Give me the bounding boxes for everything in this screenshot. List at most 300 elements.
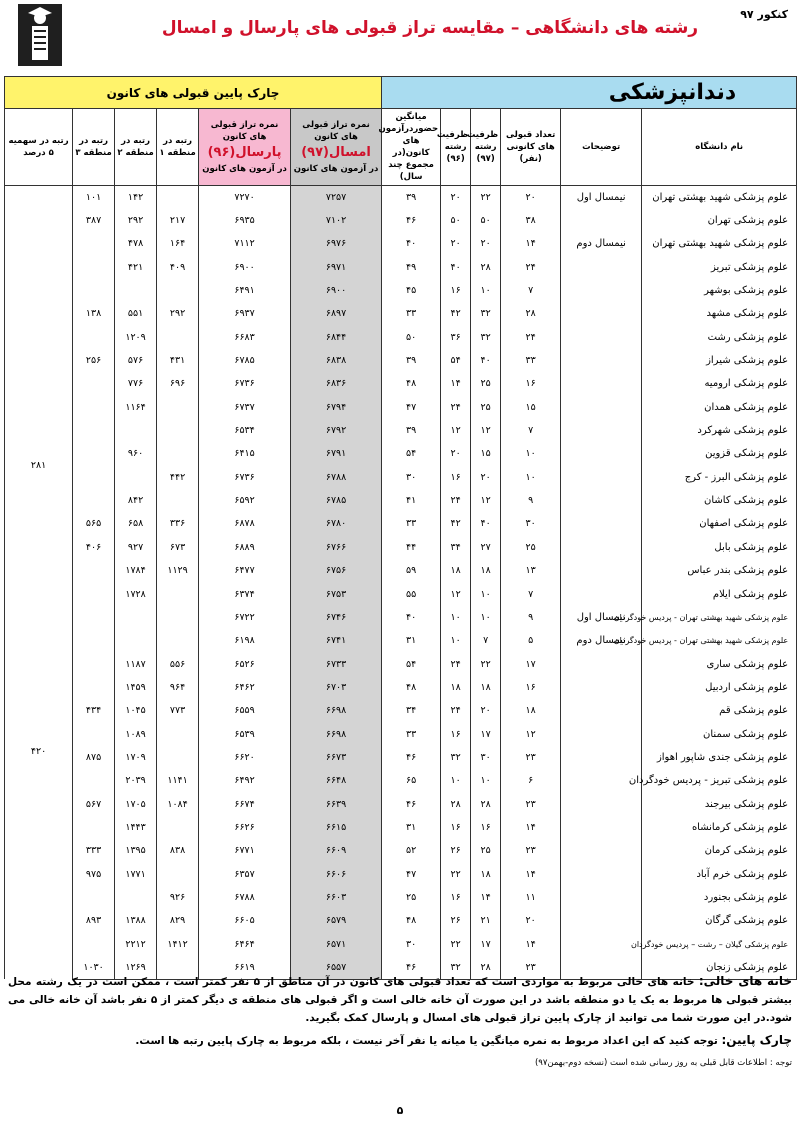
- cell-emsal: ۶۵۷۱: [291, 933, 382, 956]
- cell-parsal: ۷۱۱۲: [199, 232, 291, 255]
- cell-note: [561, 372, 642, 395]
- cell-r1: [157, 419, 199, 442]
- cell-r1: ۱۴۱۲: [157, 933, 199, 956]
- cell-cap96: ۲۴: [441, 489, 471, 512]
- cell-r1: [157, 606, 199, 629]
- cell-count: ۱۱: [501, 886, 561, 909]
- table-row: [5, 746, 797, 769]
- table-row: [5, 559, 797, 582]
- cell-note: [561, 512, 642, 535]
- cell-cap96: ۲۴: [441, 396, 471, 419]
- cell-parsal: ۶۷۳۶: [199, 372, 291, 395]
- cell-note: [561, 746, 642, 769]
- cell-note: [561, 349, 642, 372]
- cell-avg: ۳۰: [382, 466, 441, 489]
- cell-r1: ۷۷۳: [157, 699, 199, 722]
- cell-cap96: ۱۸: [441, 559, 471, 582]
- cell-r3: ۲۵۶: [73, 349, 115, 372]
- table-row: [5, 792, 797, 815]
- cell-count: ۳۰: [501, 512, 561, 535]
- table-row: [5, 442, 797, 465]
- cell-r3: ۱۰۳۰: [73, 956, 115, 979]
- cell-avg: ۴۵: [382, 279, 441, 302]
- cell-r3: [73, 606, 115, 629]
- cell-count: ۱۰: [501, 466, 561, 489]
- cell-cap97: ۲۵: [471, 396, 501, 419]
- cell-r3: ۳۸۷: [73, 209, 115, 232]
- cell-r3: [73, 419, 115, 442]
- cell-note: [561, 933, 642, 956]
- cell-cap96: ۲۴: [441, 699, 471, 722]
- cell-cap97: ۲۲: [471, 186, 501, 209]
- cell-r1: [157, 442, 199, 465]
- cell-count: ۵: [501, 629, 561, 652]
- cell-parsal: ۶۵۳۴: [199, 419, 291, 442]
- cell-note: [561, 909, 642, 932]
- cell-cap97: ۲۸: [471, 792, 501, 815]
- cell-r1: [157, 186, 199, 209]
- cell-avg: ۳۰: [382, 933, 441, 956]
- col-avg: میانگین حضوردرآزمون های کانون(در مجموع چند سال): [382, 109, 441, 186]
- cell-parsal: ۷۲۷۰: [199, 186, 291, 209]
- cell-note: [561, 256, 642, 279]
- cell-r3: ۸۹۳: [73, 909, 115, 932]
- cell-note: نیمسال اول: [561, 186, 642, 209]
- cell-r2: ۱۱۶۴: [115, 396, 157, 419]
- cell-parsal: ۶۸۷۸: [199, 512, 291, 535]
- cell-avg: ۳۱: [382, 629, 441, 652]
- cell-note: [561, 652, 642, 675]
- cell-parsal: ۶۶۷۴: [199, 792, 291, 815]
- cell-cap97: ۵۰: [471, 209, 501, 232]
- col-name: نام دانشگاه: [642, 109, 797, 186]
- cell-r2: ۲۲۱۲: [115, 933, 157, 956]
- cell-emsal: ۶۶۰۹: [291, 839, 382, 862]
- cell-avg: ۵۴: [382, 652, 441, 675]
- cell-note: [561, 536, 642, 559]
- cell-r2: ۹۶۰: [115, 442, 157, 465]
- cell-name: علوم پزشکی شهید بهشتی تهران - پردیس خودگردان: [642, 629, 797, 652]
- table-row: [5, 629, 797, 652]
- cell-r2: ۷۷۶: [115, 372, 157, 395]
- cell-cap97: ۳۲: [471, 302, 501, 325]
- cell-emsal: ۶۹۰۰: [291, 279, 382, 302]
- cell-count: ۳۸: [501, 209, 561, 232]
- cell-emsal: ۶۷۹۴: [291, 396, 382, 419]
- cell-r1: [157, 582, 199, 605]
- cell-r3: [73, 466, 115, 489]
- cell-name: علوم پزشکی تبریز: [642, 256, 797, 279]
- cell-emsal: ۶۵۵۷: [291, 956, 382, 979]
- cell-name: علوم پزشکی اردبیل: [642, 676, 797, 699]
- cell-name: علوم پزشکی کرمان: [642, 839, 797, 862]
- col-emsal-bottom: در آزمون های کانون: [293, 164, 379, 174]
- cell-cap97: ۱۴: [471, 886, 501, 909]
- cell-parsal: ۶۴۶۴: [199, 933, 291, 956]
- cell-note: [561, 489, 642, 512]
- table-row: [5, 256, 797, 279]
- cell-r2: ۱۲۰۹: [115, 326, 157, 349]
- cell-count: ۱۶: [501, 676, 561, 699]
- cell-parsal: ۶۶۸۳: [199, 326, 291, 349]
- cell-count: ۲۰: [501, 909, 561, 932]
- table-row: [5, 279, 797, 302]
- cell-name: علوم پزشکی همدان: [642, 396, 797, 419]
- cell-r3: [73, 629, 115, 652]
- table-row: [5, 839, 797, 862]
- cell-cap97: ۲۰: [471, 466, 501, 489]
- cell-emsal: ۶۷۸۵: [291, 489, 382, 512]
- cell-emsal: ۶۷۳۳: [291, 652, 382, 675]
- cell-cap97: ۷: [471, 629, 501, 652]
- cell-count: ۱۴: [501, 862, 561, 885]
- cell-cap97: ۲۰: [471, 699, 501, 722]
- cell-name: علوم پزشکی کاشان: [642, 489, 797, 512]
- table-row: [5, 186, 797, 209]
- cell-emsal: ۶۷۵۶: [291, 559, 382, 582]
- cell-cap96: ۳۲: [441, 746, 471, 769]
- cell-note: [561, 326, 642, 349]
- cell-r1: ۹۶۴: [157, 676, 199, 699]
- cell-note: [561, 419, 642, 442]
- cell-count: ۲۳: [501, 839, 561, 862]
- cell-avg: ۴۷: [382, 396, 441, 419]
- cell-cap97: ۳۲: [471, 326, 501, 349]
- table-row: [5, 606, 797, 629]
- cell-count: ۷: [501, 279, 561, 302]
- cell-name: علوم پزشکی ارومیه: [642, 372, 797, 395]
- cell-avg: ۳۹: [382, 419, 441, 442]
- field-band: دندانپزشکی: [382, 77, 797, 109]
- cell-cap97: ۱۰: [471, 769, 501, 792]
- table-row: [5, 722, 797, 745]
- cell-name: علوم پزشکی ایلام: [642, 582, 797, 605]
- cell-r5-group-2: ۴۲۰: [5, 746, 73, 979]
- cell-cap97: ۱۷: [471, 722, 501, 745]
- cell-avg: ۵۵: [382, 582, 441, 605]
- cell-r2: [115, 606, 157, 629]
- cell-cap96: ۲۴: [441, 652, 471, 675]
- cell-count: ۲۳: [501, 956, 561, 979]
- cell-parsal: ۶۹۳۷: [199, 302, 291, 325]
- cell-r2: ۱۷۸۴: [115, 559, 157, 582]
- cell-count: ۱۸: [501, 699, 561, 722]
- cell-count: ۲۵: [501, 536, 561, 559]
- cell-avg: ۴۰: [382, 232, 441, 255]
- cell-avg: ۳۹: [382, 349, 441, 372]
- cell-r1: [157, 816, 199, 839]
- col-notes: توضیحات: [561, 109, 642, 186]
- cell-emsal: ۷۲۵۷: [291, 186, 382, 209]
- cell-cap97: ۱۲: [471, 489, 501, 512]
- col-r2: رتبه در منطقه ۲: [115, 109, 157, 186]
- cell-avg: ۴۷: [382, 862, 441, 885]
- cell-cap97: ۲۵: [471, 839, 501, 862]
- cell-name: علوم پزشکی سمنان: [642, 722, 797, 745]
- cell-cap96: ۲۸: [441, 792, 471, 815]
- cell-r2: ۱۳۸۸: [115, 909, 157, 932]
- cell-parsal: ۶۵۲۶: [199, 652, 291, 675]
- cell-emsal: ۶۶۰۶: [291, 862, 382, 885]
- cell-r3: ۱۰۱: [73, 186, 115, 209]
- cell-name: علوم پزشکی زنجان: [642, 956, 797, 979]
- cell-r3: [73, 256, 115, 279]
- cell-emsal: ۶۶۱۵: [291, 816, 382, 839]
- cell-r1: ۱۱۲۹: [157, 559, 199, 582]
- page-header: [0, 0, 800, 70]
- col-emsal-big: امسال(۹۷): [301, 145, 371, 160]
- cell-r3: ۱۳۸: [73, 302, 115, 325]
- cell-cap97: ۲۷: [471, 536, 501, 559]
- cell-avg: ۴۱: [382, 489, 441, 512]
- cell-cap97: ۲۸: [471, 956, 501, 979]
- cell-r1: ۸۳۸: [157, 839, 199, 862]
- col-emsal-top: نمره تراز قبولی های کانون: [302, 120, 370, 142]
- cell-cap97: ۲۰: [471, 232, 501, 255]
- cell-parsal: ۶۴۷۷: [199, 559, 291, 582]
- cell-cap96: ۱۶: [441, 279, 471, 302]
- chart-band: چارک پایین قبولی های کانون: [5, 77, 382, 109]
- col-cap96: ظرفیت رشته (۹۶): [441, 109, 471, 186]
- table-row: [5, 933, 797, 956]
- cell-r2: ۱۴۲: [115, 186, 157, 209]
- cell-r1: [157, 862, 199, 885]
- cell-r1: [157, 326, 199, 349]
- cell-count: ۲۰: [501, 186, 561, 209]
- cell-emsal: ۶۸۳۶: [291, 372, 382, 395]
- cell-name: علوم پزشکی گیلان – رشت – پردیس خودگردان: [642, 933, 797, 956]
- cell-cap96: ۵۴: [441, 349, 471, 372]
- cell-emsal: ۶۷۰۳: [291, 676, 382, 699]
- cell-count: ۳۳: [501, 349, 561, 372]
- cell-count: ۱۵: [501, 396, 561, 419]
- cell-cap96: ۲۰: [441, 442, 471, 465]
- cell-r2: ۲۹۲: [115, 209, 157, 232]
- cell-r2: ۵۷۶: [115, 349, 157, 372]
- kanoon-logo: [18, 4, 62, 66]
- cell-cap96: ۲۲: [441, 933, 471, 956]
- cell-r1: ۱۶۴: [157, 232, 199, 255]
- cell-cap97: ۲۱: [471, 909, 501, 932]
- cell-name: علوم پزشکی بندر عباس: [642, 559, 797, 582]
- cell-r1: [157, 629, 199, 652]
- cell-emsal: ۶۵۷۹: [291, 909, 382, 932]
- cell-name: علوم پزشکی البرز - کرج: [642, 466, 797, 489]
- cell-parsal: ۶۵۹۲: [199, 489, 291, 512]
- cell-count: ۱۴: [501, 232, 561, 255]
- cell-count: ۲۳: [501, 792, 561, 815]
- cell-emsal: ۶۶۰۳: [291, 886, 382, 909]
- cell-name: علوم پزشکی بابل: [642, 536, 797, 559]
- comparison-table: [4, 76, 796, 980]
- cell-note: [561, 839, 642, 862]
- table-row: [5, 652, 797, 675]
- cell-r1: [157, 722, 199, 745]
- cell-cap96: ۲۰: [441, 186, 471, 209]
- cell-r3: [73, 722, 115, 745]
- cell-note: نیمسال اول: [561, 606, 642, 629]
- cell-parsal: ۶۴۹۱: [199, 279, 291, 302]
- cell-note: [561, 722, 642, 745]
- cell-parsal: ۶۸۸۹: [199, 536, 291, 559]
- cell-cap96: ۳۴: [441, 536, 471, 559]
- cell-r2: ۱۴۴۳: [115, 816, 157, 839]
- cell-cap97: ۱۰: [471, 606, 501, 629]
- cell-name: علوم پزشکی شیراز: [642, 349, 797, 372]
- table-row: [5, 536, 797, 559]
- cell-name: علوم پزشکی رشت: [642, 326, 797, 349]
- cell-emsal: ۶۶۳۹: [291, 792, 382, 815]
- page-title: رشته های دانشگاهی – مقایسه تراز قبولی های پارسال و امسال: [161, 18, 699, 38]
- col-parsal-big: پارسال(۹۶): [207, 145, 282, 160]
- footer-chart: [8, 1031, 792, 1050]
- cell-parsal: ۶۶۲۰: [199, 746, 291, 769]
- cell-parsal: ۶۵۳۹: [199, 722, 291, 745]
- cell-cap96: ۱۰: [441, 606, 471, 629]
- cell-avg: ۵۴: [382, 442, 441, 465]
- cell-r1: ۶۹۶: [157, 372, 199, 395]
- cell-r3: [73, 582, 115, 605]
- cell-parsal: ۶۹۳۵: [199, 209, 291, 232]
- cell-avg: ۵۹: [382, 559, 441, 582]
- cell-parsal: ۶۷۲۲: [199, 606, 291, 629]
- cell-note: [561, 582, 642, 605]
- cell-avg: ۵۰: [382, 326, 441, 349]
- cell-cap96: ۱۶: [441, 466, 471, 489]
- table-body: [5, 186, 797, 980]
- cell-r2: ۱۷۲۸: [115, 582, 157, 605]
- cell-cap97: ۴۰: [471, 349, 501, 372]
- table-row: [5, 699, 797, 722]
- table-row: [5, 396, 797, 419]
- cell-avg: ۴۰: [382, 606, 441, 629]
- table-row: [5, 676, 797, 699]
- cell-note: [561, 816, 642, 839]
- cell-parsal: ۶۱۹۸: [199, 629, 291, 652]
- table-row: [5, 816, 797, 839]
- cell-count: ۱۳: [501, 559, 561, 582]
- cell-note: [561, 862, 642, 885]
- cell-name: علوم پزشکی بجنورد: [642, 886, 797, 909]
- cell-avg: ۴۸: [382, 676, 441, 699]
- cell-r3: [73, 396, 115, 419]
- cell-r1: ۴۰۹: [157, 256, 199, 279]
- cell-emsal: ۶۷۵۳: [291, 582, 382, 605]
- cell-emsal: ۶۷۹۱: [291, 442, 382, 465]
- cell-r3: [73, 676, 115, 699]
- cell-count: ۱۶: [501, 372, 561, 395]
- cell-emsal: ۶۷۶۶: [291, 536, 382, 559]
- cell-avg: ۴۶: [382, 209, 441, 232]
- cell-emsal: ۶۶۹۸: [291, 699, 382, 722]
- table-row: [5, 466, 797, 489]
- cell-count: ۹: [501, 489, 561, 512]
- cell-emsal: ۶۷۴۶: [291, 606, 382, 629]
- cell-r1: ۸۲۹: [157, 909, 199, 932]
- cell-r3: [73, 652, 115, 675]
- cell-cap96: ۱۴: [441, 372, 471, 395]
- cell-avg: ۳۳: [382, 302, 441, 325]
- cell-r1: ۲۹۲: [157, 302, 199, 325]
- cell-emsal: ۶۶۷۳: [291, 746, 382, 769]
- cell-note: [561, 302, 642, 325]
- cell-r3: ۴۰۶: [73, 536, 115, 559]
- cell-emsal: ۶۶۴۸: [291, 769, 382, 792]
- cell-parsal: ۶۵۵۹: [199, 699, 291, 722]
- cell-parsal: ۶۶۲۶: [199, 816, 291, 839]
- cell-r3: [73, 279, 115, 302]
- cell-cap96: ۱۶: [441, 816, 471, 839]
- cell-parsal: ۶۶۱۹: [199, 956, 291, 979]
- cell-emsal: ۶۷۸۸: [291, 466, 382, 489]
- cell-r2: [115, 279, 157, 302]
- footer-empty-cells: [8, 972, 792, 1027]
- cell-emsal: ۶۹۷۶: [291, 232, 382, 255]
- cell-cap96: ۴۲: [441, 512, 471, 535]
- cell-emsal: ۶۷۹۲: [291, 419, 382, 442]
- cell-r3: ۵۶۷: [73, 792, 115, 815]
- cell-cap97: ۱۸: [471, 676, 501, 699]
- cell-r2: ۱۰۴۵: [115, 699, 157, 722]
- konkur-label: کنکور ۹۷: [740, 8, 788, 21]
- cell-avg: ۴۶: [382, 956, 441, 979]
- cell-parsal: ۶۷۳۶: [199, 466, 291, 489]
- col-r1: رتبه در منطقه ۱: [157, 109, 199, 186]
- cell-count: ۲۴: [501, 326, 561, 349]
- cell-r2: ۱۷۷۱: [115, 862, 157, 885]
- cell-emsal: ۶۷۸۰: [291, 512, 382, 535]
- cell-note: [561, 886, 642, 909]
- table-row: [5, 886, 797, 909]
- table-row: [5, 232, 797, 255]
- cell-cap96: ۴۲: [441, 302, 471, 325]
- cell-count: ۱۴: [501, 816, 561, 839]
- cell-note: [561, 396, 642, 419]
- cell-r1: ۶۷۳: [157, 536, 199, 559]
- cell-emsal: ۶۷۴۱: [291, 629, 382, 652]
- col-cap97: ظرفیت رشته (۹۷): [471, 109, 501, 186]
- cell-r2: ۸۴۲: [115, 489, 157, 512]
- cell-r1: ۱۰۸۴: [157, 792, 199, 815]
- cell-emsal: ۶۸۴۴: [291, 326, 382, 349]
- footer-notes: [8, 972, 792, 1072]
- cell-avg: ۳۱: [382, 816, 441, 839]
- cell-name: علوم پزشکی شهرکرد: [642, 419, 797, 442]
- cell-name: علوم پزشکی ساری: [642, 652, 797, 675]
- cell-r3: ۴۳۴: [73, 699, 115, 722]
- cell-cap97: ۲۸: [471, 256, 501, 279]
- cell-parsal: ۶۳۵۷: [199, 862, 291, 885]
- cell-name: علوم پزشکی تبریز - پردیس خودگردان: [642, 769, 797, 792]
- cell-emsal: ۶۹۷۱: [291, 256, 382, 279]
- cell-avg: ۳۳: [382, 512, 441, 535]
- cell-name: علوم پزشکی بیرجند: [642, 792, 797, 815]
- cell-name: علوم پزشکی بوشهر: [642, 279, 797, 302]
- cell-cap96: ۲۶: [441, 839, 471, 862]
- cell-parsal: ۶۴۶۲: [199, 676, 291, 699]
- cell-count: ۲۴: [501, 256, 561, 279]
- cell-note: [561, 559, 642, 582]
- col-count: تعداد قبولی های کانونی (نفر): [501, 109, 561, 186]
- cell-note: [561, 442, 642, 465]
- kanoon-logo-icon: [18, 4, 62, 66]
- footer-empty-text: خانه های خالی مربوط به مواردی است که تعداد قبولی های کانون در آن مناطق از ۵ نفر کمتر است ، ممکن است در یک رشته محل بیشتر قبولی ها مربوط به یک یا دو منطقه باشد در این صورت آن خانه خالی است و اگر قبولی های منطقه ی دیگر کمتر از ۵ نفر باشد آن خانه خالی می شود.در این صورت شما می توانید از چارک پایین تراز قبولی های امسال و پارسال کمک بگیرید.: [8, 976, 792, 1024]
- col-parsal-top: نمره تراز قبولی های کانون: [210, 120, 279, 142]
- cell-cap97: ۲۲: [471, 652, 501, 675]
- cell-emsal: ۷۱۰۲: [291, 209, 382, 232]
- cell-cap96: ۳۲: [441, 956, 471, 979]
- cell-name: علوم پزشکی قم: [642, 699, 797, 722]
